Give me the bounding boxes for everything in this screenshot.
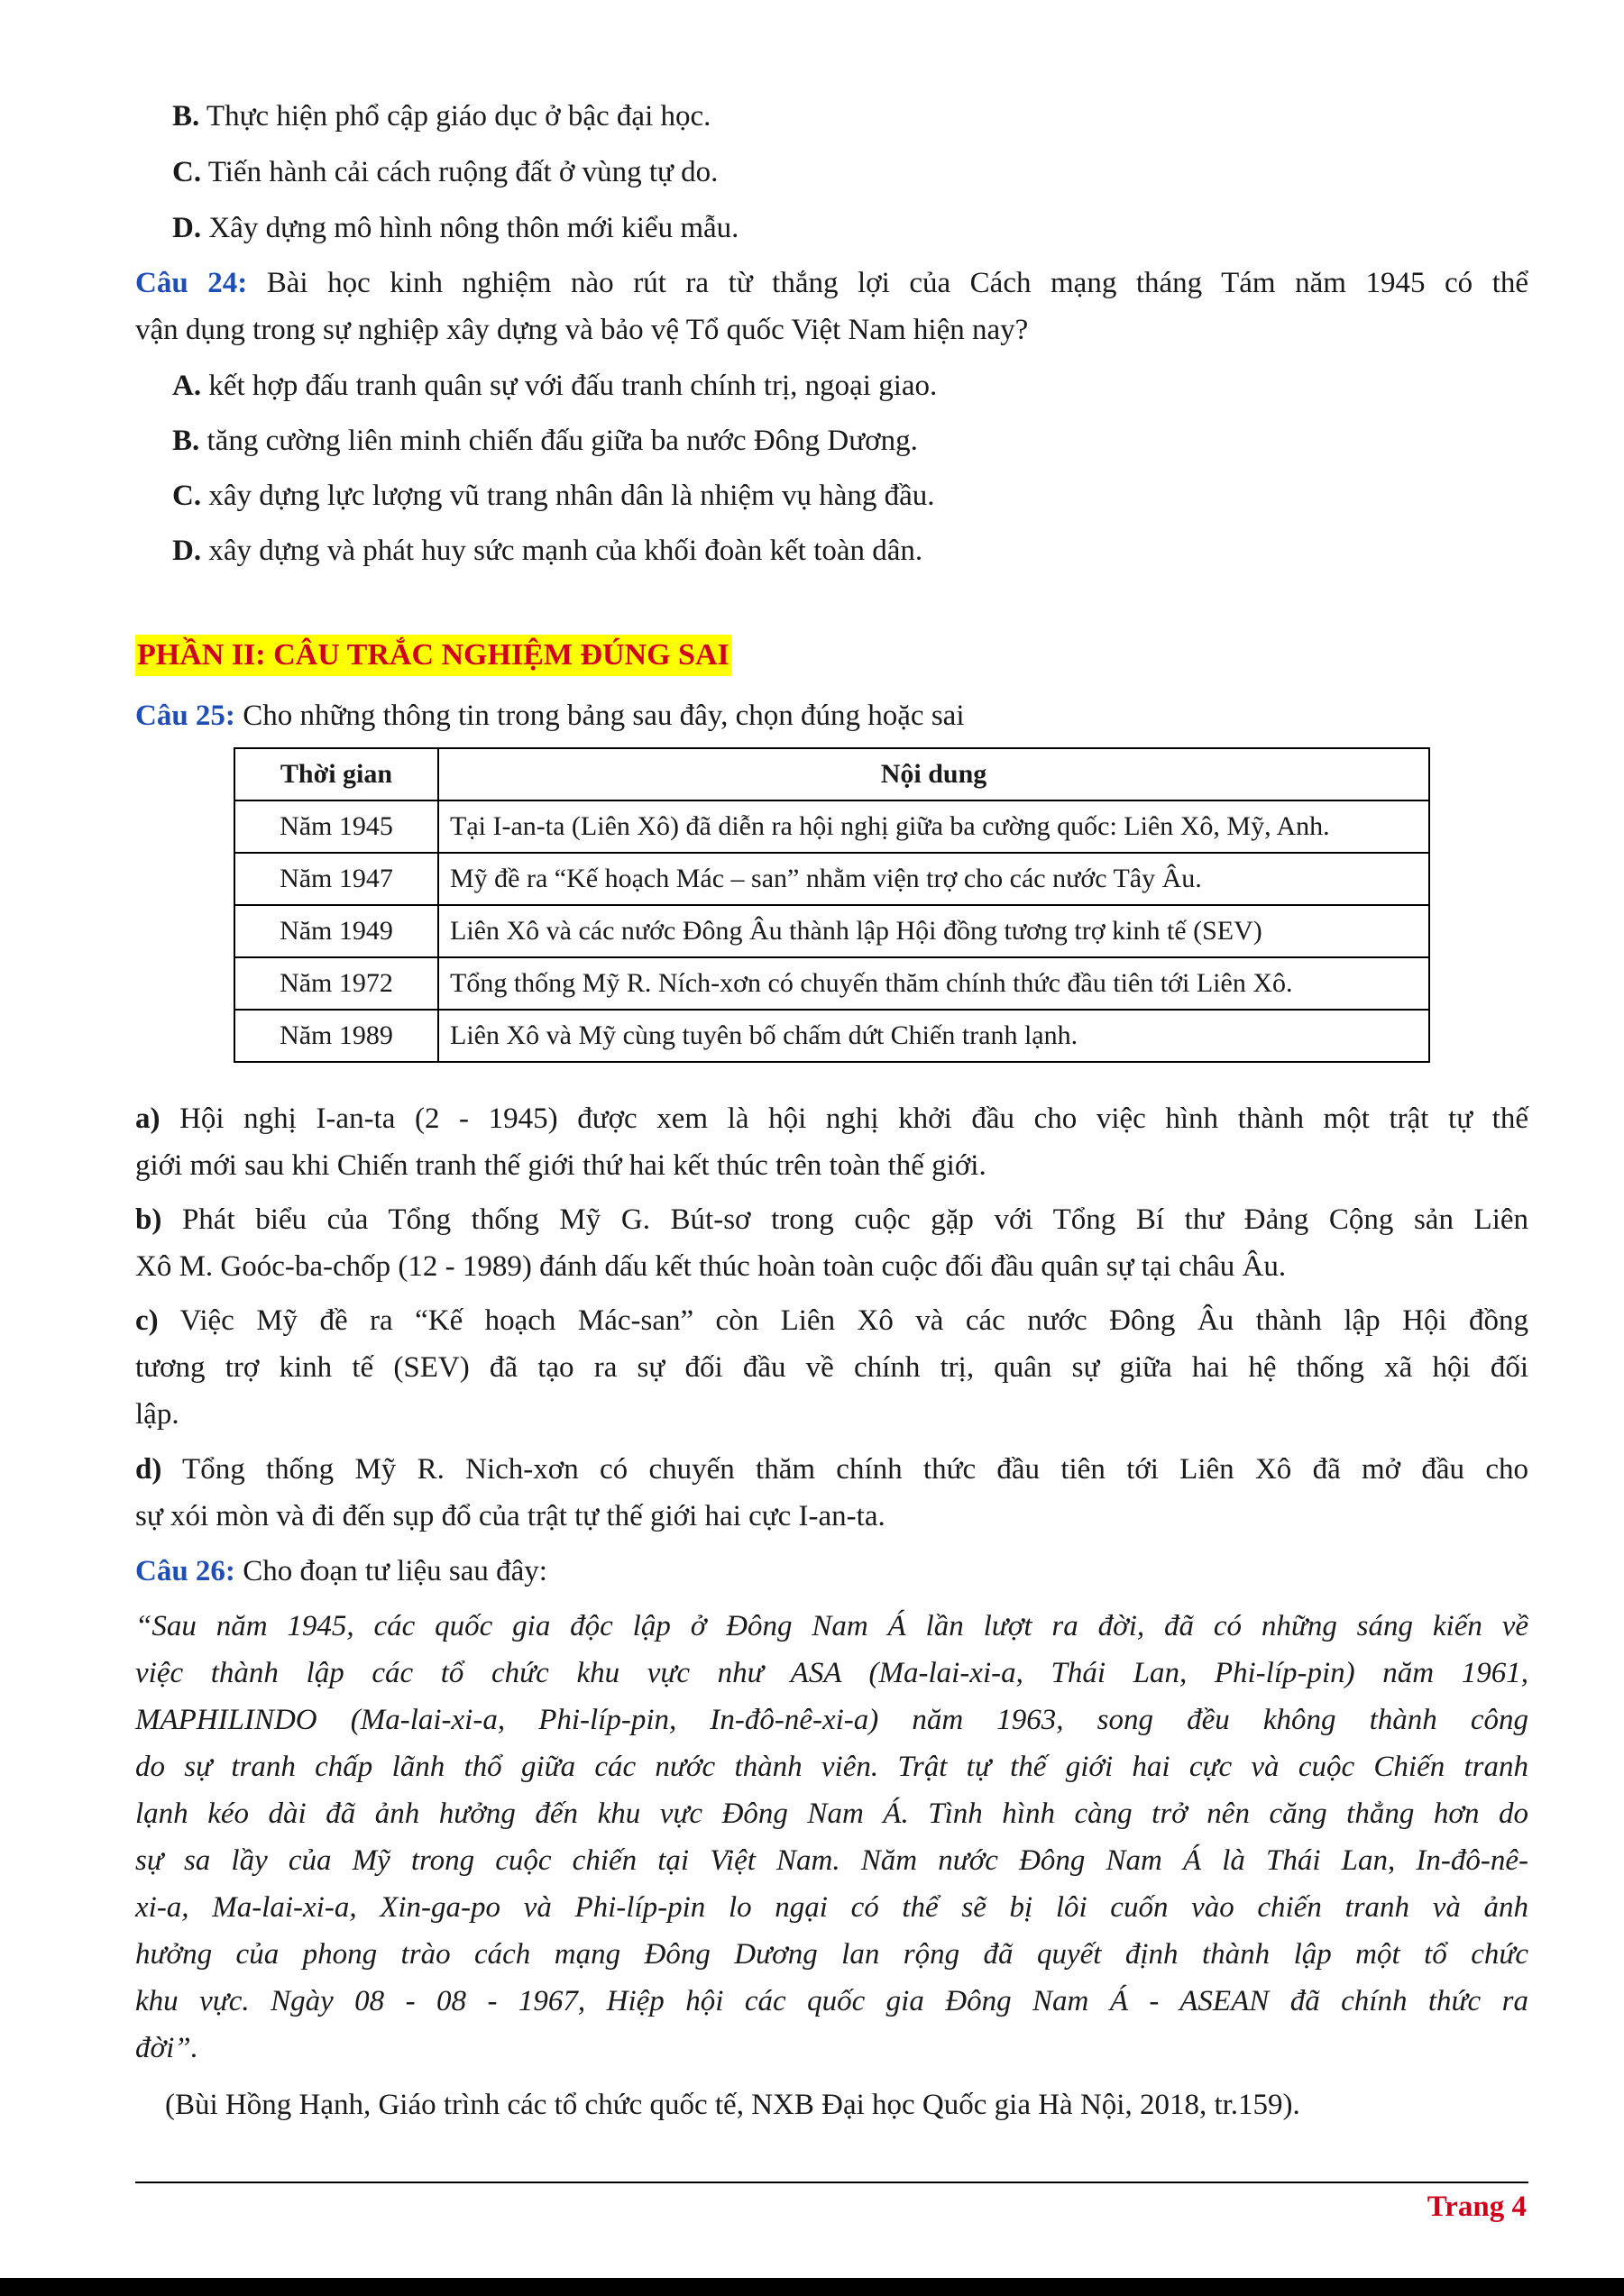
statement-letter: c) (135, 1304, 159, 1337)
statement-text: Việc Mỹ đề ra “Kế hoạch Mác-san” còn Liên Xô và các nước Đông Âu thành lập Hội đồng (179, 1304, 1528, 1337)
statement-c-line-3: lập. (135, 1398, 179, 1431)
statement-c-line-1 (135, 1301, 1528, 1340)
table-cell-time: Năm 1945 (234, 800, 438, 853)
q25-question (135, 696, 1528, 736)
q24-option-b (172, 421, 918, 461)
question-text: Cho đoạn tư liệu sau đây: (243, 1555, 547, 1587)
question-label: Câu 26: (135, 1555, 235, 1587)
option-letter: D. (172, 535, 202, 567)
option-text: Thực hiện phổ cập giáo dục ở bậc đại học. (206, 100, 711, 133)
table-cell-content: Mỹ đề ra “Kế hoạch Mác – san” nhằm viện trợ cho các nước Tây Âu. (438, 853, 1429, 905)
quote-line: việc thành lập các tổ chức khu vực như ASA (Ma-lai-xi-a, Thái Lan, Phi-líp-pin) năm 1961, (135, 1657, 1528, 1689)
quote-line: MAPHILINDO (Ma-lai-xi-a, Phi-líp-pin, In-đô-nê-xi-a) năm 1963, song đều không thành công (135, 1704, 1528, 1736)
option-letter: C. (172, 156, 202, 188)
statement-text: Hội nghị I-an-ta (2 - 1945) được xem là hội nghị khởi đầu cho việc hình thành một trật tự thế (179, 1102, 1528, 1135)
table-cell-time: Năm 1947 (234, 853, 438, 905)
table-cell-time: Năm 1972 (234, 957, 438, 1010)
option-text: xây dựng và phát huy sức mạnh của khối đoàn kết toàn dân. (208, 535, 923, 567)
q24-option-a (172, 366, 937, 406)
page-number: Trang 4 (1427, 2191, 1527, 2223)
table-row (234, 800, 1429, 853)
quote-line: sự sa lầy của Mỹ trong cuộc chiến tại Việt Nam. Năm nước Đông Nam Á là Thái Lan, In-đô-nê- (135, 1844, 1528, 1877)
option-text: kết hợp đấu tranh quân sự với đấu tranh chính trị, ngoại giao. (208, 370, 938, 402)
statement-text: Phát biểu của Tổng thống Mỹ G. Bút-sơ trong cuộc gặp với Tổng Bí thư Đảng Cộng sản Liên (181, 1203, 1529, 1236)
question-label: Câu 25: (135, 700, 235, 732)
option-letter: B. (172, 425, 200, 457)
statement-a-line-1 (135, 1099, 1528, 1139)
table-cell-time: Năm 1989 (234, 1010, 438, 1062)
citation: (Bùi Hồng Hạnh, Giáo trình các tổ chức quốc tế, NXB Đại học Quốc gia Hà Nội, 2018, tr.159). (165, 2089, 1300, 2121)
table-cell-content: Liên Xô và các nước Đông Âu thành lập Hội đồng tương trợ kinh tế (SEV) (438, 905, 1429, 957)
table-cell-time: Năm 1949 (234, 905, 438, 957)
quote-line: “Sau năm 1945, các quốc gia độc lập ở Đông Nam Á lần lượt ra đời, đã có những sáng kiến về (135, 1610, 1528, 1642)
quote-line: khu vực. Ngày 08 - 08 - 1967, Hiệp hội các quốc gia Đông Nam Á - ASEAN đã chính thức ra (135, 1985, 1528, 2017)
q24-question-line-1 (135, 263, 1528, 303)
q23-option-b (172, 96, 711, 136)
table-cell-content: Liên Xô và Mỹ cùng tuyên bố chấm dứt Chiến tranh lạnh. (438, 1010, 1429, 1062)
quote-line: xi-a, Ma-lai-xi-a, Xin-ga-po và Phi-líp-pin lo ngại có thể sẽ bị lôi cuốn vào chiến tranh và ảnh (135, 1891, 1528, 1924)
option-letter: D. (172, 212, 202, 244)
statement-b-line-2: Xô M. Goóc-ba-chốp (12 - 1989) đánh dấu kết thúc hoàn toàn cuộc đối đầu quân sự tại châu Âu. (135, 1250, 1287, 1283)
quote-line: lạnh kéo dài đã ảnh hưởng đến khu vực Đông Nam Á. Tình hình càng trở nên căng thẳng hơn do (135, 1797, 1528, 1830)
section-heading: PHẦN II: CÂU TRẮC NGHIỆM ĐÚNG SAI (135, 635, 731, 676)
option-text: Xây dựng mô hình nông thôn mới kiểu mẫu. (208, 212, 739, 244)
q23-option-d (172, 208, 739, 248)
table-row (234, 1010, 1429, 1062)
table-row (234, 905, 1429, 957)
statement-text: Tổng thống Mỹ R. Nich-xơn có chuyến thăm chính thức đầu tiên tới Liên Xô đã mở đầu cho (182, 1453, 1528, 1486)
table-header-time: Thời gian (234, 748, 438, 800)
q26-question (135, 1551, 1528, 1591)
question-label: Câu 24: (135, 267, 248, 299)
quote-line: hưởng của phong trào cách mạng Đông Dương lan rộng đã quyết định thành lập một tổ chức (135, 1938, 1528, 1971)
statement-letter: b) (135, 1203, 162, 1236)
table-row (234, 853, 1429, 905)
q24-option-d (172, 531, 922, 571)
question-text: Bài học kinh nghiệm nào rút ra từ thắng lợi của Cách mạng tháng Tám năm 1945 có thể (266, 267, 1529, 299)
quote-line: do sự tranh chấp lãnh thổ giữa các nước thành viên. Trật tự thế giới hai cực và cuộc Chiến tranh (135, 1751, 1528, 1783)
option-letter: A. (172, 370, 202, 402)
q24-option-c (172, 476, 935, 516)
option-text: tăng cường liên minh chiến đấu giữa ba nước Đông Dương. (206, 425, 918, 457)
q24-question-line-2: vận dụng trong sự nghiệp xây dựng và bảo vệ Tổ quốc Việt Nam hiện nay? (135, 314, 1029, 346)
question-text: Cho những thông tin trong bảng sau đây, chọn đúng hoặc sai (243, 700, 965, 732)
statement-letter: a) (135, 1102, 161, 1135)
statement-letter: d) (135, 1453, 162, 1486)
table-cell-content: Tại I-an-ta (Liên Xô) đã diễn ra hội nghị giữa ba cường quốc: Liên Xô, Mỹ, Anh. (438, 800, 1429, 853)
statement-d-line-1 (135, 1450, 1528, 1489)
option-letter: C. (172, 480, 202, 512)
table-row (234, 957, 1429, 1010)
option-letter: B. (172, 100, 200, 133)
quote-line: đời”. (135, 2032, 198, 2064)
statement-c-line-2: tương trợ kinh tế (SEV) đã tạo ra sự đối đầu về chính trị, quân sự giữa hai hệ thống xã hội đối (135, 1351, 1528, 1384)
events-table (234, 747, 1430, 1063)
table-cell-content: Tổng thống Mỹ R. Ních-xơn có chuyến thăm chính thức đầu tiên tới Liên Xô. (438, 957, 1429, 1010)
table-header-row (234, 748, 1429, 800)
statement-d-line-2: sự xói mòn và đi đến sụp đổ của trật tự thế giới hai cực I-an-ta. (135, 1500, 885, 1532)
footer-divider (135, 2182, 1528, 2183)
bottom-edge-bar (0, 2278, 1624, 2296)
statement-a-line-2: giới mới sau khi Chiến tranh thế giới thứ hai kết thúc trên toàn thế giới. (135, 1149, 986, 1182)
statement-b-line-1 (135, 1200, 1528, 1239)
option-text: xây dựng lực lượng vũ trang nhân dân là nhiệm vụ hàng đầu. (208, 480, 935, 512)
q23-option-c (172, 152, 718, 192)
table-header-content: Nội dung (438, 748, 1429, 800)
option-text: Tiến hành cải cách ruộng đất ở vùng tự do. (207, 156, 719, 188)
